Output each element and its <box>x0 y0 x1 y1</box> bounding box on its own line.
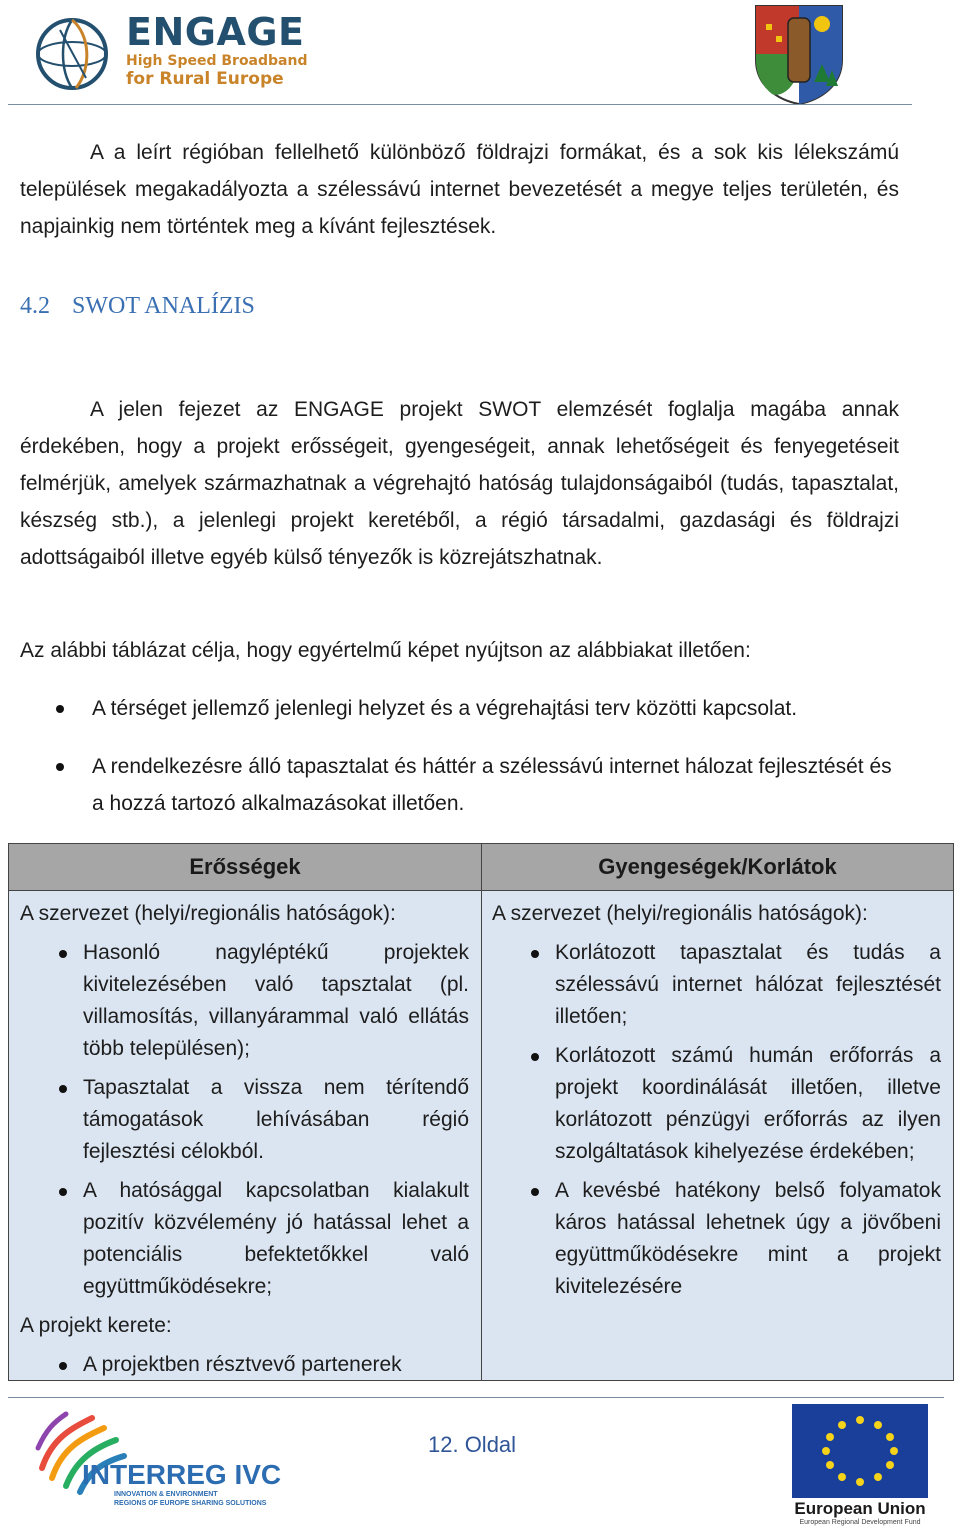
bullet-icon <box>59 1362 67 1370</box>
coat-of-arms-icon <box>752 2 846 106</box>
project-frame-subtitle: A projekt kerete: <box>20 1314 172 1337</box>
page-number: 12. Oldal <box>428 1432 517 1457</box>
list-item <box>9 937 469 1065</box>
list-item <box>9 1349 469 1381</box>
list-item <box>9 1072 469 1168</box>
section-paragraph: A jelen fejezet az ENGAGE projekt SWOT elemzését foglalja magába annak érdekében, hogy a projekt erősségeit, gyengeségeit, annak lehetőségeit és fenyegetéseit felmérjük, amelyek származhatnak a végrehajtó hatóság tulajdonságaiból (tudás, tapasztalat, készség stb.), a jelenlegi projekt keretéből, a régió társadalmi, gazdasági és földrajzi adottságaiból illetve egyéb külső tényezők is közrejátszhatnak. <box>20 398 899 569</box>
weaknesses-subtitle: A szervezet (helyi/regionális hatóságok): <box>492 902 868 925</box>
bullet-icon <box>531 1053 539 1061</box>
bullet-icon <box>56 705 64 713</box>
bullet-icon <box>59 950 67 958</box>
bullet-item <box>20 690 900 727</box>
eu-sublabel: European Regional Development Fund <box>799 1519 921 1526</box>
section-heading <box>20 293 255 320</box>
strengths-list <box>9 937 469 1310</box>
eu-label: European Union <box>794 1499 926 1518</box>
swot-table <box>8 843 954 1381</box>
table-header-strengths: Erősségek <box>9 844 482 891</box>
header-divider <box>8 104 912 105</box>
bullet-icon <box>531 950 539 958</box>
list-item <box>9 1175 469 1303</box>
bullet-icon <box>59 1188 67 1196</box>
section-title: SWOT ANALÍZIS <box>72 293 255 319</box>
list-item-text: A kevésbé hatékony belső folyamatok káros hatással lehetnek úgy a jövőbeni együttműködésekre mint a projekt kivitelezésére <box>555 1179 941 1298</box>
list-item-text: Tapasztalat a vissza nem térítendő támogatások lehívásában régió fejlesztési célokból. <box>83 1076 469 1163</box>
table-header-weaknesses: Gyengeségek/Korlátok <box>482 844 953 891</box>
section-number: 4.2 <box>20 293 50 319</box>
table-intro-paragraph: Az alábbi táblázat célja, hogy egyértelmű képet nyújtson az alábbiakat illetően: <box>20 639 751 662</box>
weaknesses-list <box>481 937 941 1310</box>
project-frame-list <box>9 1349 469 1388</box>
interreg-subtitle-2: REGIONS OF EUROPE SHARING SOLUTIONS <box>114 1500 267 1507</box>
bullet-item <box>20 748 900 822</box>
bullet-icon <box>59 1085 67 1093</box>
bullet-text: A rendelkezésre álló tapasztalat és háttér a szélessávú internet hálozat fejlesztését és a hozzá tartozó alkalmazásokat illetően. <box>92 755 892 815</box>
bullet-icon <box>531 1188 539 1196</box>
strengths-subtitle: A szervezet (helyi/regionális hatóságok): <box>20 902 396 925</box>
engage-logo-subtitle: High Speed Broadband <box>126 53 308 69</box>
list-item <box>481 1040 941 1168</box>
list-item <box>481 937 941 1033</box>
bullet-icon <box>56 763 64 771</box>
eu-flag-icon <box>790 1402 930 1526</box>
list-item-text: Hasonló nagyléptékű projektek kivitelezésében való tapsztalat (pl. villamosítás, villanyárammal való ellátás több településen); <box>83 941 469 1060</box>
interreg-title: INTERREG IVC <box>82 1459 282 1490</box>
engage-logo-subtitle-2: for Rural Europe <box>126 69 284 89</box>
list-item-text: A hatósággal kapcsolatban kialakult pozitív közvélemény jó hatással lehet a potenciális befektetőkkel való együttműködésekre; <box>83 1179 469 1298</box>
intro-paragraph: A a leírt régióban fellelhető különböző földrajzi formákat, és a sok kis lélekszámú települések megakadályozta a szélessávú internet bevezetését a megye teljes területén, és napjainkig nem történtek meg a kívánt fejlesztések. <box>20 141 899 238</box>
list-item-text: Korlátozott számú humán erőforrás a projekt koordinálását illetően, illetve korlátozott pénzügyi erőforrás az ilyen szolgáltatások kihelyezése érdekében; <box>555 1044 941 1163</box>
list-item-text: Korlátozott tapasztalat és tudás a szélessávú internet hálózat fejlesztését illetően; <box>555 941 941 1028</box>
interreg-logo-icon <box>32 1408 297 1513</box>
engage-logo-title: ENGAGE <box>126 10 305 54</box>
list-item <box>481 1175 941 1303</box>
interreg-subtitle: INNOVATION & ENVIRONMENT <box>114 1491 218 1498</box>
footer-divider <box>8 1397 944 1398</box>
list-item-text: A projektben résztvevő partenerek <box>83 1353 402 1376</box>
bullet-text: A térséget jellemző jelenlegi helyzet és a végrehajtási terv közötti kapcsolat. <box>92 697 798 720</box>
